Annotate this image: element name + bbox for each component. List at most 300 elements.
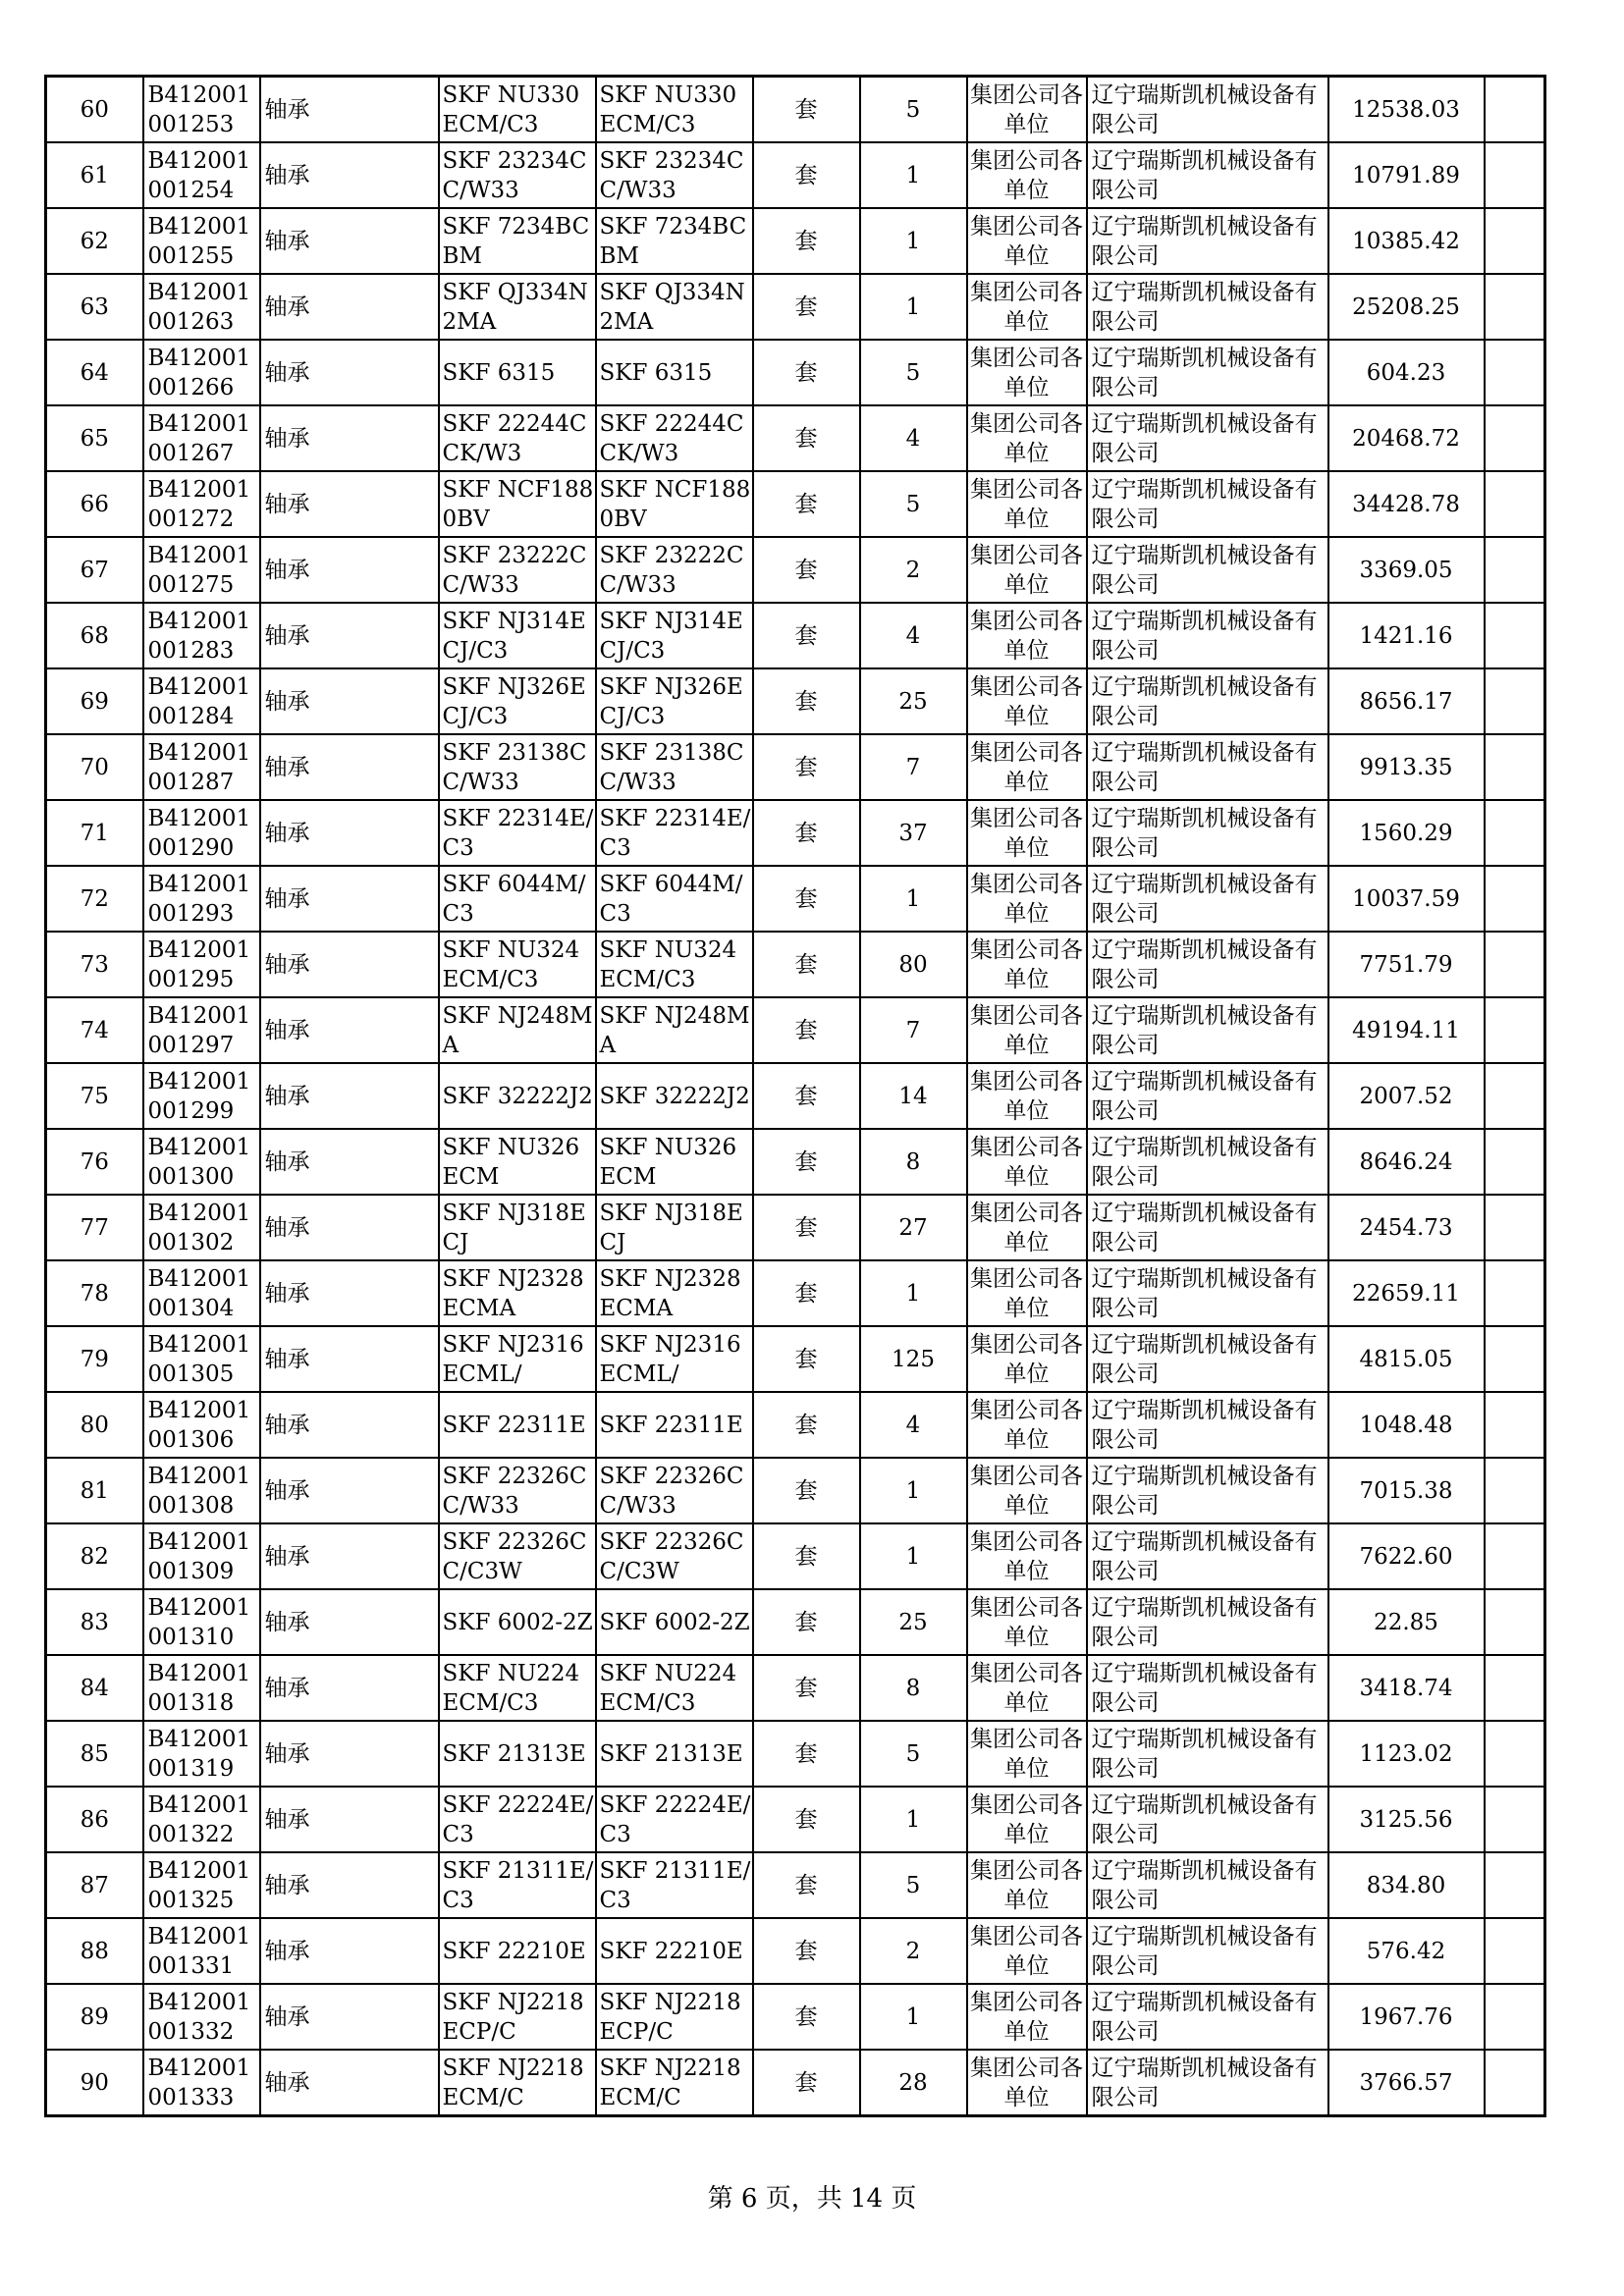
material-name-cell: 轴承 [260,1984,439,2050]
department-cell: 集团公司各单位 [967,1063,1087,1129]
department-cell: 集团公司各单位 [967,471,1087,537]
row-number-cell: 71 [46,800,143,866]
row-number-cell: 73 [46,932,143,997]
spec-cell: SKF NCF1880BV [439,471,596,537]
unit-cell: 套 [753,1589,860,1655]
table-row [46,1721,1545,1787]
row-number-cell: 87 [46,1852,143,1918]
unit-cell: 套 [753,1721,860,1787]
amount-cell: 1123.02 [1328,1721,1485,1787]
quantity-cell: 125 [860,1326,967,1392]
vendor-cell: 辽宁瑞斯凯机械设备有限公司 [1087,800,1328,866]
material-code-cell: B412001001293 [143,866,260,932]
vendor-cell: 辽宁瑞斯凯机械设备有限公司 [1087,1721,1328,1787]
table-row [46,1918,1545,1984]
unit-cell: 套 [753,77,860,143]
row-number-cell: 75 [46,1063,143,1129]
vendor-cell: 辽宁瑞斯凯机械设备有限公司 [1087,603,1328,668]
quantity-cell: 1 [860,1523,967,1589]
vendor-cell: 辽宁瑞斯凯机械设备有限公司 [1087,1589,1328,1655]
model-cell: SKF 21311E/C3 [596,1852,753,1918]
model-cell: SKF QJ334N2MA [596,274,753,340]
department-cell: 集团公司各单位 [967,2050,1087,2116]
spec-cell: SKF QJ334N2MA [439,274,596,340]
quantity-cell: 5 [860,340,967,405]
material-name-cell: 轴承 [260,1918,439,1984]
amount-cell: 3125.56 [1328,1787,1485,1852]
department-cell: 集团公司各单位 [967,1392,1087,1458]
material-name-cell: 轴承 [260,77,439,143]
quantity-cell: 1 [860,1260,967,1326]
quantity-cell: 2 [860,537,967,603]
department-cell: 集团公司各单位 [967,1260,1087,1326]
amount-cell: 10385.42 [1328,208,1485,274]
spec-cell: SKF NU324ECM/C3 [439,932,596,997]
blank-cell [1485,1852,1545,1918]
spec-cell: SKF 22314E/C3 [439,800,596,866]
unit-cell: 套 [753,1195,860,1260]
vendor-cell: 辽宁瑞斯凯机械设备有限公司 [1087,142,1328,208]
row-number-cell: 83 [46,1589,143,1655]
quantity-cell: 8 [860,1129,967,1195]
blank-cell [1485,1523,1545,1589]
unit-cell: 套 [753,1523,860,1589]
model-cell: SKF NJ2218ECP/C [596,1984,753,2050]
material-name-cell: 轴承 [260,1458,439,1523]
spec-cell: SKF 22244CCK/W3 [439,405,596,471]
row-number-cell: 88 [46,1918,143,1984]
model-cell: SKF NJ2218ECM/C [596,2050,753,2116]
quantity-cell: 1 [860,142,967,208]
vendor-cell: 辽宁瑞斯凯机械设备有限公司 [1087,77,1328,143]
vendor-cell: 辽宁瑞斯凯机械设备有限公司 [1087,866,1328,932]
table-row [46,405,1545,471]
unit-cell: 套 [753,997,860,1063]
amount-cell: 20468.72 [1328,405,1485,471]
amount-cell: 604.23 [1328,340,1485,405]
quantity-cell: 1 [860,866,967,932]
department-cell: 集团公司各单位 [967,734,1087,800]
amount-cell: 7622.60 [1328,1523,1485,1589]
row-number-cell: 79 [46,1326,143,1392]
model-cell: SKF NJ318ECJ [596,1195,753,1260]
amount-cell: 7751.79 [1328,932,1485,997]
amount-cell: 25208.25 [1328,274,1485,340]
unit-cell: 套 [753,405,860,471]
unit-cell: 套 [753,1129,860,1195]
material-code-cell: B412001001254 [143,142,260,208]
spec-cell: SKF 6315 [439,340,596,405]
material-name-cell: 轴承 [260,1655,439,1721]
vendor-cell: 辽宁瑞斯凯机械设备有限公司 [1087,1458,1328,1523]
unit-cell: 套 [753,1984,860,2050]
material-code-cell: B412001001305 [143,1326,260,1392]
table-row [46,1984,1545,2050]
material-name-cell: 轴承 [260,1523,439,1589]
vendor-cell: 辽宁瑞斯凯机械设备有限公司 [1087,1260,1328,1326]
material-name-cell: 轴承 [260,1721,439,1787]
row-number-cell: 67 [46,537,143,603]
spec-cell: SKF 7234BCBM [439,208,596,274]
row-number-cell: 74 [46,997,143,1063]
department-cell: 集团公司各单位 [967,1918,1087,1984]
blank-cell [1485,734,1545,800]
model-cell: SKF 23234CC/W33 [596,142,753,208]
spec-cell: SKF 23234CC/W33 [439,142,596,208]
unit-cell: 套 [753,340,860,405]
material-name-cell: 轴承 [260,1589,439,1655]
quantity-cell: 25 [860,1589,967,1655]
material-name-cell: 轴承 [260,1129,439,1195]
unit-cell: 套 [753,1392,860,1458]
blank-cell [1485,866,1545,932]
department-cell: 集团公司各单位 [967,1458,1087,1523]
quantity-cell: 5 [860,1852,967,1918]
row-number-cell: 64 [46,340,143,405]
material-code-cell: B412001001272 [143,471,260,537]
table-row [46,997,1545,1063]
amount-cell: 2007.52 [1328,1063,1485,1129]
bearing-list-table [44,75,1546,2117]
quantity-cell: 1 [860,1458,967,1523]
department-cell: 集团公司各单位 [967,1129,1087,1195]
model-cell: SKF 22314E/C3 [596,800,753,866]
model-cell: SKF NJ314ECJ/C3 [596,603,753,668]
amount-cell: 49194.11 [1328,997,1485,1063]
row-number-cell: 89 [46,1984,143,2050]
quantity-cell: 8 [860,1655,967,1721]
model-cell: SKF NU330ECM/C3 [596,77,753,143]
model-cell: SKF NCF1880BV [596,471,753,537]
table-row [46,1392,1545,1458]
amount-cell: 2454.73 [1328,1195,1485,1260]
quantity-cell: 1 [860,1787,967,1852]
material-code-cell: B412001001299 [143,1063,260,1129]
material-name-cell: 轴承 [260,997,439,1063]
department-cell: 集团公司各单位 [967,405,1087,471]
table-row [46,1195,1545,1260]
unit-cell: 套 [753,471,860,537]
material-name-cell: 轴承 [260,603,439,668]
table-row [46,1458,1545,1523]
model-cell: SKF 6044M/C3 [596,866,753,932]
blank-cell [1485,274,1545,340]
model-cell: SKF 21313E [596,1721,753,1787]
blank-cell [1485,1195,1545,1260]
department-cell: 集团公司各单位 [967,142,1087,208]
quantity-cell: 27 [860,1195,967,1260]
table-row [46,1523,1545,1589]
table-row [46,2050,1545,2116]
quantity-cell: 80 [860,932,967,997]
material-code-cell: B412001001302 [143,1195,260,1260]
row-number-cell: 63 [46,274,143,340]
table-row [46,142,1545,208]
unit-cell: 套 [753,932,860,997]
vendor-cell: 辽宁瑞斯凯机械设备有限公司 [1087,2050,1328,2116]
model-cell: SKF 22244CCK/W3 [596,405,753,471]
row-number-cell: 85 [46,1721,143,1787]
table-row [46,537,1545,603]
row-number-cell: 70 [46,734,143,800]
material-code-cell: B412001001253 [143,77,260,143]
row-number-cell: 72 [46,866,143,932]
material-name-cell: 轴承 [260,2050,439,2116]
quantity-cell: 37 [860,800,967,866]
spec-cell: SKF NU224ECM/C3 [439,1655,596,1721]
vendor-cell: 辽宁瑞斯凯机械设备有限公司 [1087,208,1328,274]
table-row [46,603,1545,668]
material-code-cell: B412001001290 [143,800,260,866]
blank-cell [1485,932,1545,997]
unit-cell: 套 [753,1458,860,1523]
table-row [46,1655,1545,1721]
spec-cell: SKF NJ2218ECM/C [439,2050,596,2116]
amount-cell: 3369.05 [1328,537,1485,603]
material-name-cell: 轴承 [260,1392,439,1458]
spec-cell: SKF NJ2316ECML/ [439,1326,596,1392]
vendor-cell: 辽宁瑞斯凯机械设备有限公司 [1087,1063,1328,1129]
unit-cell: 套 [753,1852,860,1918]
amount-cell: 8656.17 [1328,668,1485,734]
material-code-cell: B412001001309 [143,1523,260,1589]
blank-cell [1485,208,1545,274]
table-row [46,734,1545,800]
amount-cell: 1421.16 [1328,603,1485,668]
vendor-cell: 辽宁瑞斯凯机械设备有限公司 [1087,1787,1328,1852]
model-cell: SKF NU224ECM/C3 [596,1655,753,1721]
spec-cell: SKF 22326CC/C3W [439,1523,596,1589]
row-number-cell: 60 [46,77,143,143]
row-number-cell: 84 [46,1655,143,1721]
amount-cell: 9913.35 [1328,734,1485,800]
spec-cell: SKF NJ318ECJ [439,1195,596,1260]
blank-cell [1485,1984,1545,2050]
vendor-cell: 辽宁瑞斯凯机械设备有限公司 [1087,1326,1328,1392]
material-name-cell: 轴承 [260,800,439,866]
row-number-cell: 78 [46,1260,143,1326]
model-cell: SKF NJ326ECJ/C3 [596,668,753,734]
row-number-cell: 69 [46,668,143,734]
material-code-cell: B412001001263 [143,274,260,340]
vendor-cell: 辽宁瑞斯凯机械设备有限公司 [1087,471,1328,537]
unit-cell: 套 [753,1918,860,1984]
table-row [46,1063,1545,1129]
row-number-cell: 81 [46,1458,143,1523]
quantity-cell: 1 [860,274,967,340]
blank-cell [1485,1129,1545,1195]
material-name-cell: 轴承 [260,208,439,274]
department-cell: 集团公司各单位 [967,1787,1087,1852]
unit-cell: 套 [753,208,860,274]
model-cell: SKF 22326CC/C3W [596,1523,753,1589]
quantity-cell: 14 [860,1063,967,1129]
material-code-cell: B412001001266 [143,340,260,405]
material-code-cell: B412001001283 [143,603,260,668]
spec-cell: SKF 6002-2Z [439,1589,596,1655]
row-number-cell: 76 [46,1129,143,1195]
unit-cell: 套 [753,1260,860,1326]
model-cell: SKF NJ248MA [596,997,753,1063]
model-cell: SKF NJ2328ECMA [596,1260,753,1326]
model-cell: SKF 32222J2 [596,1063,753,1129]
model-cell: SKF NU326ECM [596,1129,753,1195]
material-name-cell: 轴承 [260,1195,439,1260]
row-number-cell: 86 [46,1787,143,1852]
material-code-cell: B412001001332 [143,1984,260,2050]
model-cell: SKF 7234BCBM [596,208,753,274]
amount-cell: 7015.38 [1328,1458,1485,1523]
amount-cell: 10037.59 [1328,866,1485,932]
blank-cell [1485,1260,1545,1326]
material-name-cell: 轴承 [260,866,439,932]
unit-cell: 套 [753,1655,860,1721]
blank-cell [1485,800,1545,866]
unit-cell: 套 [753,668,860,734]
department-cell: 集团公司各单位 [967,866,1087,932]
blank-cell [1485,1787,1545,1852]
unit-cell: 套 [753,1787,860,1852]
material-code-cell: B412001001322 [143,1787,260,1852]
amount-cell: 12538.03 [1328,77,1485,143]
material-code-cell: B412001001318 [143,1655,260,1721]
blank-cell [1485,1918,1545,1984]
unit-cell: 套 [753,1326,860,1392]
material-code-cell: B412001001275 [143,537,260,603]
amount-cell: 4815.05 [1328,1326,1485,1392]
material-name-cell: 轴承 [260,537,439,603]
row-number-cell: 80 [46,1392,143,1458]
material-code-cell: B412001001287 [143,734,260,800]
table-row [46,1129,1545,1195]
amount-cell: 22.85 [1328,1589,1485,1655]
model-cell: SKF NJ2316ECML/ [596,1326,753,1392]
vendor-cell: 辽宁瑞斯凯机械设备有限公司 [1087,668,1328,734]
table-row [46,208,1545,274]
model-cell: SKF 22210E [596,1918,753,1984]
material-name-cell: 轴承 [260,142,439,208]
blank-cell [1485,77,1545,143]
department-cell: 集团公司各单位 [967,537,1087,603]
quantity-cell: 1 [860,1984,967,2050]
spec-cell: SKF 21311E/C3 [439,1852,596,1918]
blank-cell [1485,142,1545,208]
material-name-cell: 轴承 [260,1326,439,1392]
material-code-cell: B412001001306 [143,1392,260,1458]
model-cell: SKF 6315 [596,340,753,405]
vendor-cell: 辽宁瑞斯凯机械设备有限公司 [1087,1655,1328,1721]
table-row [46,866,1545,932]
blank-cell [1485,1063,1545,1129]
table-body [46,77,1545,2116]
blank-cell [1485,340,1545,405]
table-row [46,1787,1545,1852]
model-cell: SKF 22311E [596,1392,753,1458]
quantity-cell: 2 [860,1918,967,1984]
material-code-cell: B412001001308 [143,1458,260,1523]
material-name-cell: 轴承 [260,1063,439,1129]
department-cell: 集团公司各单位 [967,668,1087,734]
spec-cell: SKF NJ2328ECMA [439,1260,596,1326]
vendor-cell: 辽宁瑞斯凯机械设备有限公司 [1087,1852,1328,1918]
material-name-cell: 轴承 [260,932,439,997]
blank-cell [1485,1721,1545,1787]
row-number-cell: 65 [46,405,143,471]
spec-cell: SKF 22326CC/W33 [439,1458,596,1523]
vendor-cell: 辽宁瑞斯凯机械设备有限公司 [1087,932,1328,997]
quantity-cell: 5 [860,471,967,537]
blank-cell [1485,1655,1545,1721]
quantity-cell: 1 [860,208,967,274]
row-number-cell: 68 [46,603,143,668]
quantity-cell: 4 [860,405,967,471]
blank-cell [1485,1392,1545,1458]
model-cell: SKF 23222CC/W33 [596,537,753,603]
amount-cell: 34428.78 [1328,471,1485,537]
department-cell: 集团公司各单位 [967,208,1087,274]
department-cell: 集团公司各单位 [967,1523,1087,1589]
unit-cell: 套 [753,734,860,800]
model-cell: SKF NU324ECM/C3 [596,932,753,997]
department-cell: 集团公司各单位 [967,1655,1087,1721]
material-code-cell: B412001001297 [143,997,260,1063]
spec-cell: SKF NU330ECM/C3 [439,77,596,143]
vendor-cell: 辽宁瑞斯凯机械设备有限公司 [1087,340,1328,405]
table-row [46,274,1545,340]
unit-cell: 套 [753,866,860,932]
table-row [46,77,1545,143]
material-code-cell: B412001001267 [143,405,260,471]
table-row [46,668,1545,734]
department-cell: 集团公司各单位 [967,1852,1087,1918]
quantity-cell: 5 [860,1721,967,1787]
material-name-cell: 轴承 [260,668,439,734]
table-row [46,800,1545,866]
vendor-cell: 辽宁瑞斯凯机械设备有限公司 [1087,997,1328,1063]
unit-cell: 套 [753,537,860,603]
model-cell: SKF 6002-2Z [596,1589,753,1655]
spec-cell: SKF 22224E/C3 [439,1787,596,1852]
amount-cell: 1560.29 [1328,800,1485,866]
vendor-cell: 辽宁瑞斯凯机械设备有限公司 [1087,274,1328,340]
material-name-cell: 轴承 [260,1260,439,1326]
material-code-cell: B412001001284 [143,668,260,734]
material-name-cell: 轴承 [260,405,439,471]
amount-cell: 576.42 [1328,1918,1485,1984]
material-name-cell: 轴承 [260,471,439,537]
unit-cell: 套 [753,2050,860,2116]
unit-cell: 套 [753,603,860,668]
vendor-cell: 辽宁瑞斯凯机械设备有限公司 [1087,1129,1328,1195]
material-code-cell: B412001001255 [143,208,260,274]
blank-cell [1485,1326,1545,1392]
department-cell: 集团公司各单位 [967,932,1087,997]
department-cell: 集团公司各单位 [967,1589,1087,1655]
quantity-cell: 7 [860,997,967,1063]
row-number-cell: 77 [46,1195,143,1260]
amount-cell: 1967.76 [1328,1984,1485,2050]
vendor-cell: 辽宁瑞斯凯机械设备有限公司 [1087,537,1328,603]
department-cell: 集团公司各单位 [967,1721,1087,1787]
spec-cell: SKF 32222J2 [439,1063,596,1129]
department-cell: 集团公司各单位 [967,800,1087,866]
blank-cell [1485,2050,1545,2116]
table-row [46,1589,1545,1655]
material-code-cell: B412001001319 [143,1721,260,1787]
amount-cell: 8646.24 [1328,1129,1485,1195]
vendor-cell: 辽宁瑞斯凯机械设备有限公司 [1087,1523,1328,1589]
vendor-cell: 辽宁瑞斯凯机械设备有限公司 [1087,734,1328,800]
